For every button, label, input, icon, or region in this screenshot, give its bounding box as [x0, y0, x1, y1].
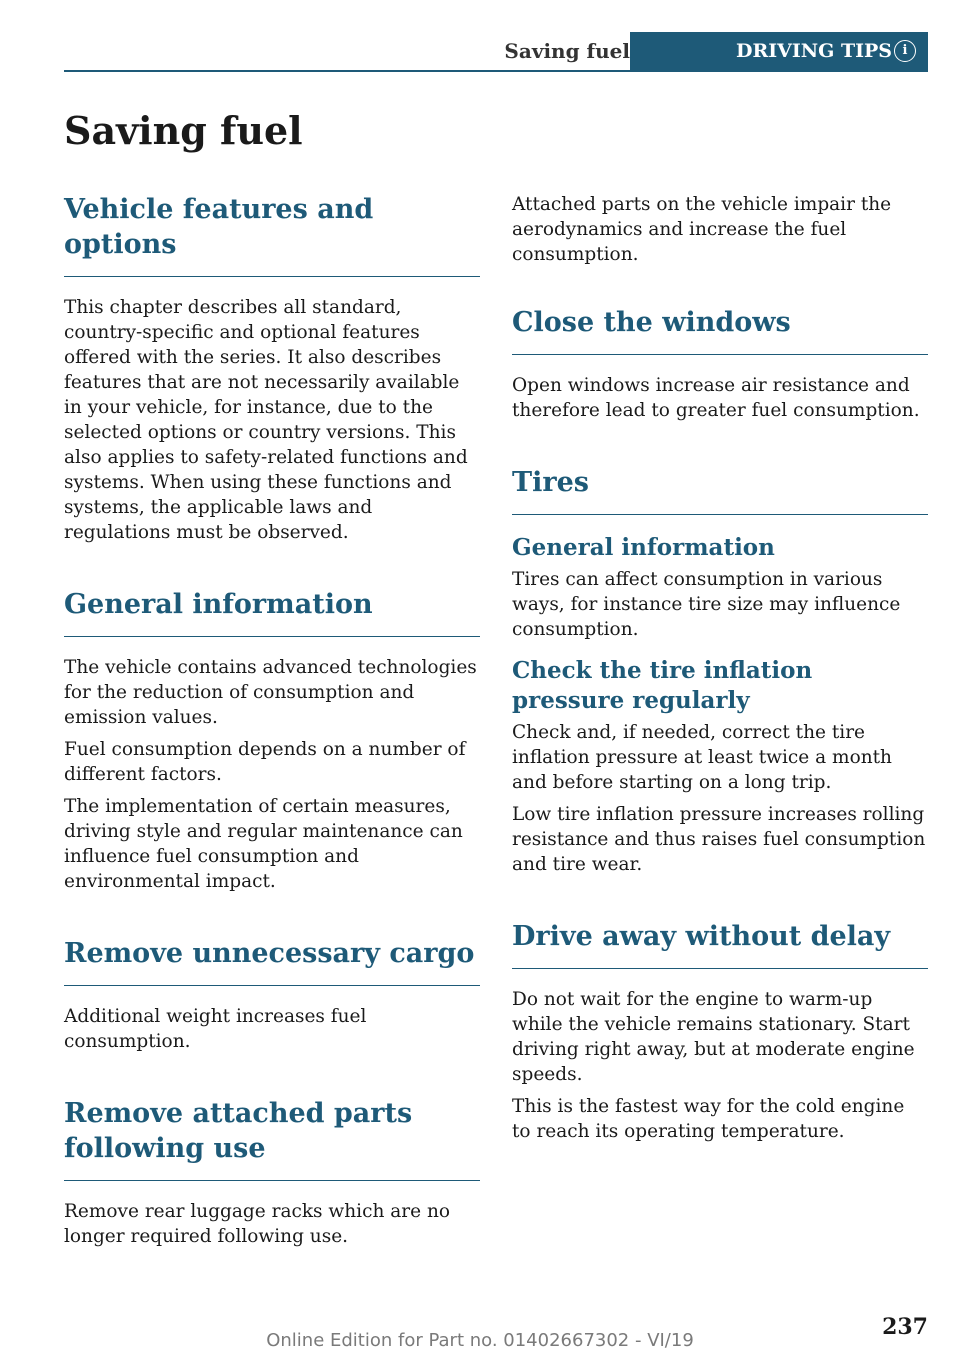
- paragraph: Remove rear luggage racks which are no longer required following use.: [64, 1201, 450, 1247]
- header-chapter-tab: [630, 32, 928, 70]
- paragraph: Open windows increase air resistance and therefore lead to greater fuel consumption.: [512, 375, 920, 421]
- section-heading: Drive away without delay: [512, 919, 928, 969]
- footer-edition: Online Edition for Part no. 01402667302 - VI/19: [266, 1330, 694, 1351]
- section-drive-away: [512, 919, 928, 1144]
- info-icon: i: [894, 40, 916, 62]
- subsection-heading: General information: [512, 534, 775, 561]
- section-general-information: [64, 587, 480, 894]
- section-heading: Vehicle features and options: [64, 192, 480, 277]
- section-heading: Remove attached parts following use: [64, 1096, 480, 1181]
- section-close-windows: [512, 305, 928, 423]
- section-attached-intro: [512, 192, 928, 267]
- section-vehicle-features: [64, 192, 480, 545]
- paragraph: Attached parts on the vehicle impair the aerodynamics and increase the fuel consumption.: [512, 194, 892, 265]
- paragraph: The vehicle contains advanced technologies for the reduction of consumption and emission values.: [64, 657, 477, 728]
- header-section-title: Saving fuel: [504, 39, 630, 63]
- paragraph: Tires can affect consumption in various ways, for instance tire size may influence consumption.: [512, 569, 901, 640]
- section-tires: [512, 465, 928, 877]
- subsection-heading: Check the tire inflation pressure regularly: [512, 657, 813, 714]
- paragraph: This is the fastest way for the cold engine to reach its operating temperature.: [512, 1096, 905, 1142]
- section-heading: General information: [64, 587, 480, 637]
- paragraph: The implementation of certain measures, driving style and regular maintenance can influence fuel consumption and environmental impact.: [64, 796, 463, 892]
- header-chapter-label: DRIVING TIPS: [736, 40, 893, 62]
- section-heading: Remove unnecessary cargo: [64, 936, 480, 986]
- section-heading: Tires: [512, 465, 928, 515]
- right-column: [512, 192, 928, 1186]
- paragraph: Check and, if needed, correct the tire inflation pressure at least twice a month and before starting on a long trip.: [512, 722, 892, 793]
- paragraph: This chapter describes all standard, country-specific and optional features offered with the series. It also describes features that are not necessarily available in your vehicle, for instance, due to the selected options or country versions. This also applies to safety-related functions and systems. When using these functions and systems, the applicable laws and regulations must be observed.: [64, 297, 468, 543]
- left-column: [64, 192, 480, 1291]
- subsection-tires-general: [512, 533, 928, 642]
- page-number: 237: [882, 1314, 928, 1340]
- paragraph: Additional weight increases fuel consumption.: [64, 1006, 367, 1052]
- subsection-tire-pressure: [512, 656, 928, 877]
- section-heading: Close the windows: [512, 305, 928, 355]
- page-title: Saving fuel: [64, 108, 303, 153]
- paragraph: Fuel consumption depends on a number of different factors.: [64, 739, 466, 785]
- paragraph: Do not wait for the engine to warm-up while the vehicle remains stationary. Start driving right away, but at moderate engine speeds.: [512, 989, 915, 1085]
- page-header: [64, 32, 928, 72]
- section-remove-cargo: [64, 936, 480, 1054]
- section-remove-attached-parts: [64, 1096, 480, 1249]
- paragraph: Low tire inflation pressure increases rolling resistance and thus raises fuel consumption and tire wear.: [512, 804, 926, 875]
